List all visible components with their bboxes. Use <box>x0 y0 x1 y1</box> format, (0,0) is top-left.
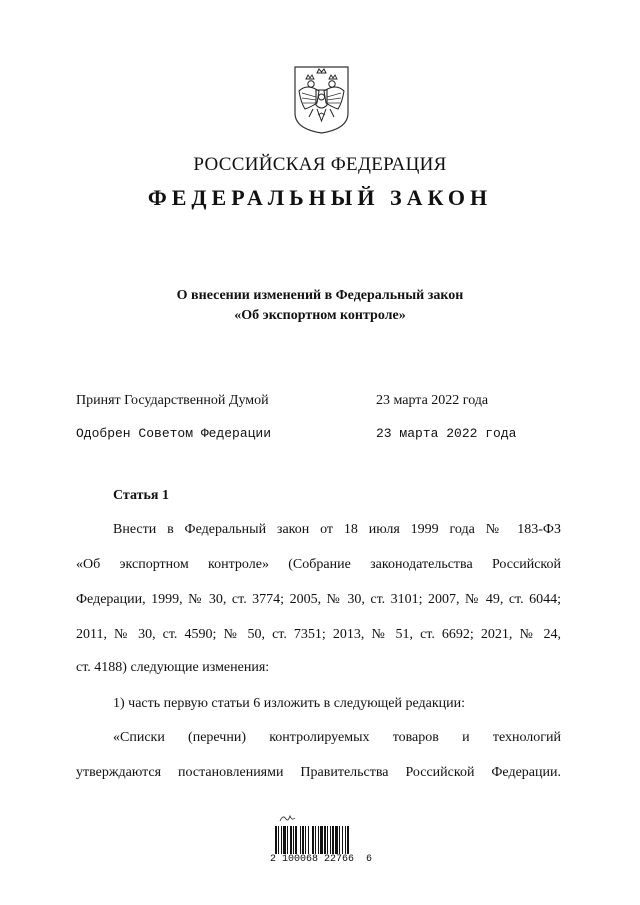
article-line-2: «Об экспортном контроле» (Собрание законодательства Российской <box>76 557 561 572</box>
document-type: ФЕДЕРАЛЬНЫЙ ЗАКОН <box>147 185 493 210</box>
duma-adoption-label: Принят Государственной Думой <box>76 393 269 408</box>
article-line-4: 2011, № 30, ст. 4590; № 50, ст. 7351; 2013, № 51, ст. 6692; 2021, № 24, <box>76 627 561 642</box>
article-line-1: Внести в Федеральный закон от 18 июля 1999 года № 183-ФЗ <box>113 522 561 537</box>
country-name: РОССИЙСКАЯ ФЕДЕРАЦИЯ <box>193 154 447 175</box>
article-heading: Статья 1 <box>113 488 169 503</box>
article-line-6: 1) часть первую статьи 6 изложить в следующей редакции: <box>113 696 466 711</box>
barcode <box>266 812 376 868</box>
article-line-5: ст. 4188) следующие изменения: <box>76 660 270 675</box>
law-title-line-2: «Об экспортном контроле» <box>234 308 406 323</box>
barcode-number: 2 100068 22766 6 <box>269 854 373 865</box>
article-line-3: Федерации, 1999, № 30, ст. 3774; 2005, № 30, ст. 3101; 2007, № 49, ст. 6044; <box>76 592 561 607</box>
law-title-line-1: О внесении изменений в Федеральный закон <box>176 288 464 303</box>
barcode-bar <box>349 826 350 854</box>
duma-adoption-date: 23 марта 2022 года <box>376 393 489 408</box>
barcode-bars <box>275 826 367 854</box>
law-title <box>0 286 640 326</box>
article-line-7: «Списки (перечни) контролируемых товаров и технологий <box>113 730 561 745</box>
coat-of-arms-emblem <box>289 63 354 135</box>
signature-mark-icon <box>266 812 306 824</box>
council-approval-date: 23 марта 2022 года <box>376 426 517 441</box>
council-approval-label: Одобрен Советом Федерации <box>76 426 272 441</box>
article-line-8: утверждаются постановлениями Правительства Российской Федерации. <box>76 765 561 780</box>
